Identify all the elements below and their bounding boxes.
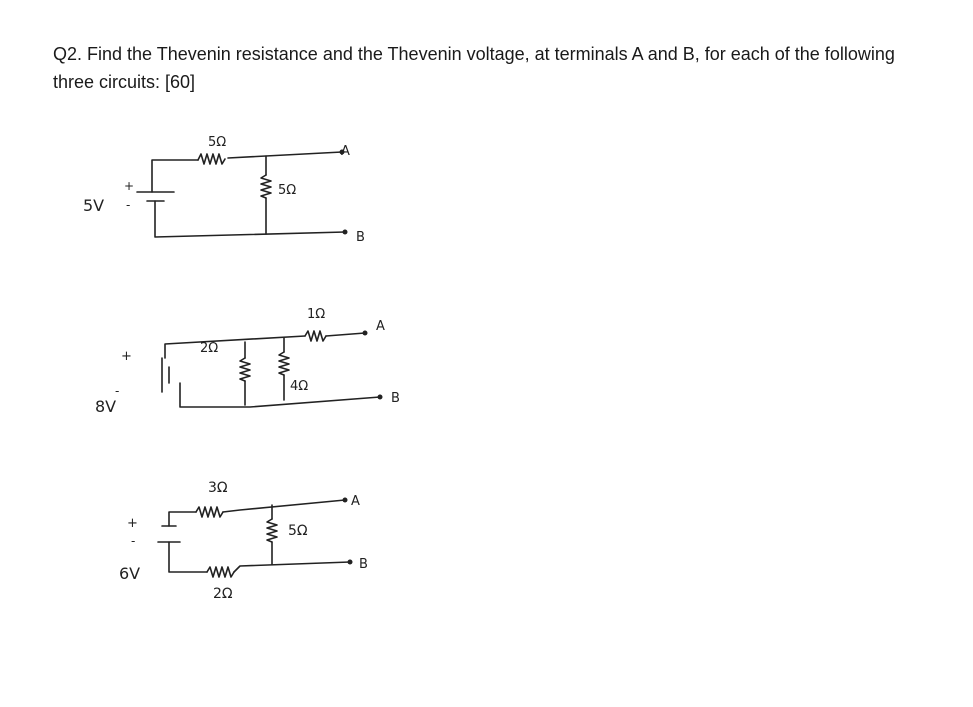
circuit-2 <box>95 307 400 416</box>
circuit-3-top-resistor-label: 3Ω <box>208 480 228 496</box>
circuit-3-source-label: 6V <box>119 564 141 583</box>
circuit-2-battery <box>162 358 169 392</box>
circuit-1-terminal-a: A <box>341 144 350 159</box>
circuit-1-battery <box>137 192 174 201</box>
circuit-1-shunt-resistor <box>261 175 271 198</box>
circuit-3-bottom-resistor <box>207 567 234 577</box>
circuit-3-terminal-b: B <box>359 557 368 572</box>
circuit-2-plus: + <box>121 349 132 364</box>
circuit-1-bottom-wire <box>155 201 345 237</box>
circuit-1-terminal-b: B <box>356 230 365 245</box>
circuit-3-shunt-resistor <box>267 519 277 542</box>
circuit-3 <box>119 480 368 602</box>
circuit-3-minus: - <box>131 534 136 548</box>
circuit-1-plus: + <box>124 179 135 193</box>
circuit-2-second-shunt-label: 4Ω <box>290 379 309 394</box>
circuit-1-series-resistor <box>198 154 225 164</box>
circuit-3-shunt-resistor-label: 5Ω <box>288 523 308 539</box>
circuit-1-minus: - <box>126 198 131 212</box>
question-text: Q2. Find the Thevenin resistance and the Thevenin voltage, at terminals A and B, for each of the following three circuits: [60] <box>53 44 895 92</box>
circuit-3-plus: + <box>127 516 138 531</box>
circuit-2-series-resistor <box>305 331 326 341</box>
circuit-3-battery <box>158 526 180 542</box>
circuit-2-first-shunt-resistor <box>240 358 250 381</box>
circuit-3-top-wire <box>169 512 196 526</box>
circuit-1-source-label: 5V <box>83 196 105 215</box>
circuit-1-top-wire <box>152 160 198 192</box>
circuit-3-bottom-wire <box>169 542 207 572</box>
circuit-2-first-shunt-label: 2Ω <box>200 341 219 356</box>
circuit-2-bottom-wire <box>180 383 380 407</box>
circuit-2-minus: - <box>115 384 120 398</box>
circuit-3-top-resistor <box>196 507 223 517</box>
circuit-1-shunt-resistor-label: 5Ω <box>278 183 297 198</box>
circuit-3-bottom-resistor-label: 2Ω <box>213 586 233 602</box>
circuit-2-terminal-a: A <box>376 319 385 334</box>
circuit-2-series-resistor-label: 1Ω <box>307 307 326 322</box>
circuit-2-source-label: 8V <box>95 397 117 416</box>
circuit-1-series-resistor-label: 5Ω <box>208 135 227 150</box>
circuit-1 <box>83 135 365 245</box>
circuit-2-terminal-b: B <box>391 391 400 406</box>
circuit-2-second-shunt-resistor <box>279 352 289 375</box>
circuit-3-terminal-a: A <box>351 494 360 509</box>
